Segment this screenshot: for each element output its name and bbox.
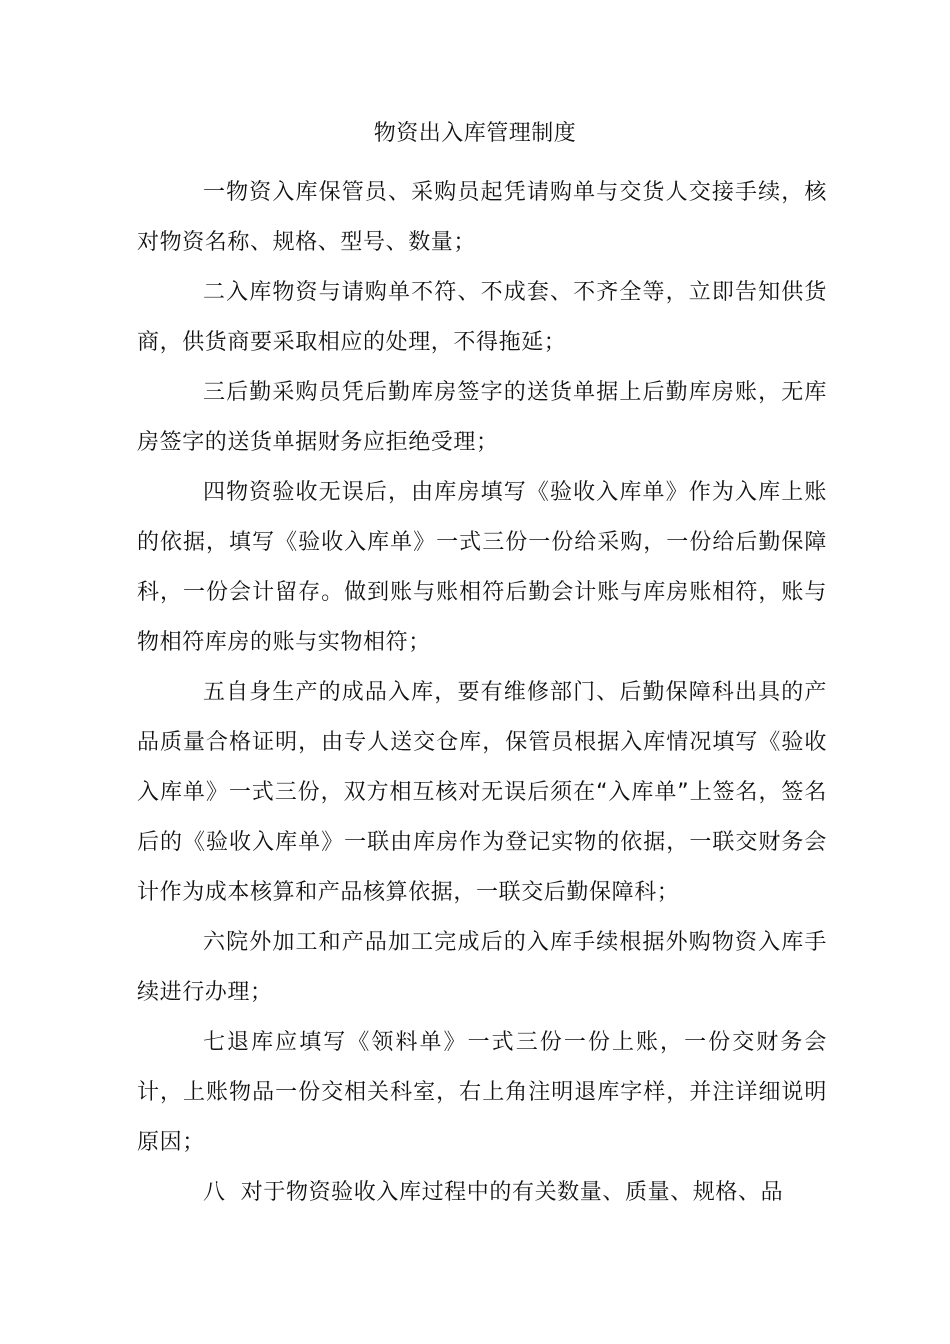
paragraph-1: 一物资入库保管员、采购员起凭请购单与交货人交接手续，核对物资名称、规格、型号、数量； [137, 180, 827, 255]
paragraph-7: 七退库应填写《领料单》一式三份一份上账，一份交财务会计，上账物品一份交相关科室，右上角注明退库字样，并注详细说明原因； [137, 1030, 827, 1155]
paragraph-2: 二入库物资与请购单不符、不成套、不齐全等，立即告知供货商，供货商要采取相应的处理，不得拖延； [137, 280, 827, 355]
paragraph-4: 四物资验收无误后，由库房填写《验收入库单》作为入库上账的依据，填写《验收入库单》一式三份一份给采购，一份给后勤保障科，一份会计留存。做到账与账相符后勤会计账与库房账相符，账与物相符库房的账与实物相符； [137, 480, 827, 655]
paragraph-6: 六院外加工和产品加工完成后的入库手续根据外购物资入库手续进行办理； [137, 930, 827, 1005]
document-title: 物资出入库管理制度 [373, 121, 577, 146]
paragraph-3: 三后勤采购员凭后勤库房签字的送货单据上后勤库房账，无库房签字的送货单据财务应拒绝受理； [137, 380, 827, 455]
document-body [137, 168, 827, 1218]
paragraph-8: 八 对于物资验收入库过程中的有关数量、质量、规格、品 [203, 1180, 784, 1205]
paragraph-5: 五自身生产的成品入库，要有维修部门、后勤保障科出具的产品质量合格证明，由专人送交仓库，保管员根据入库情况填写《验收入库单》一式三份，双方相互核对无误后须在“入库单”上签名，签名后的《验收入库单》一联由库房作为登记实物的依据，一联交财务会计作为成本核算和产品核算依据，一联交后勤保障科； [137, 680, 827, 905]
